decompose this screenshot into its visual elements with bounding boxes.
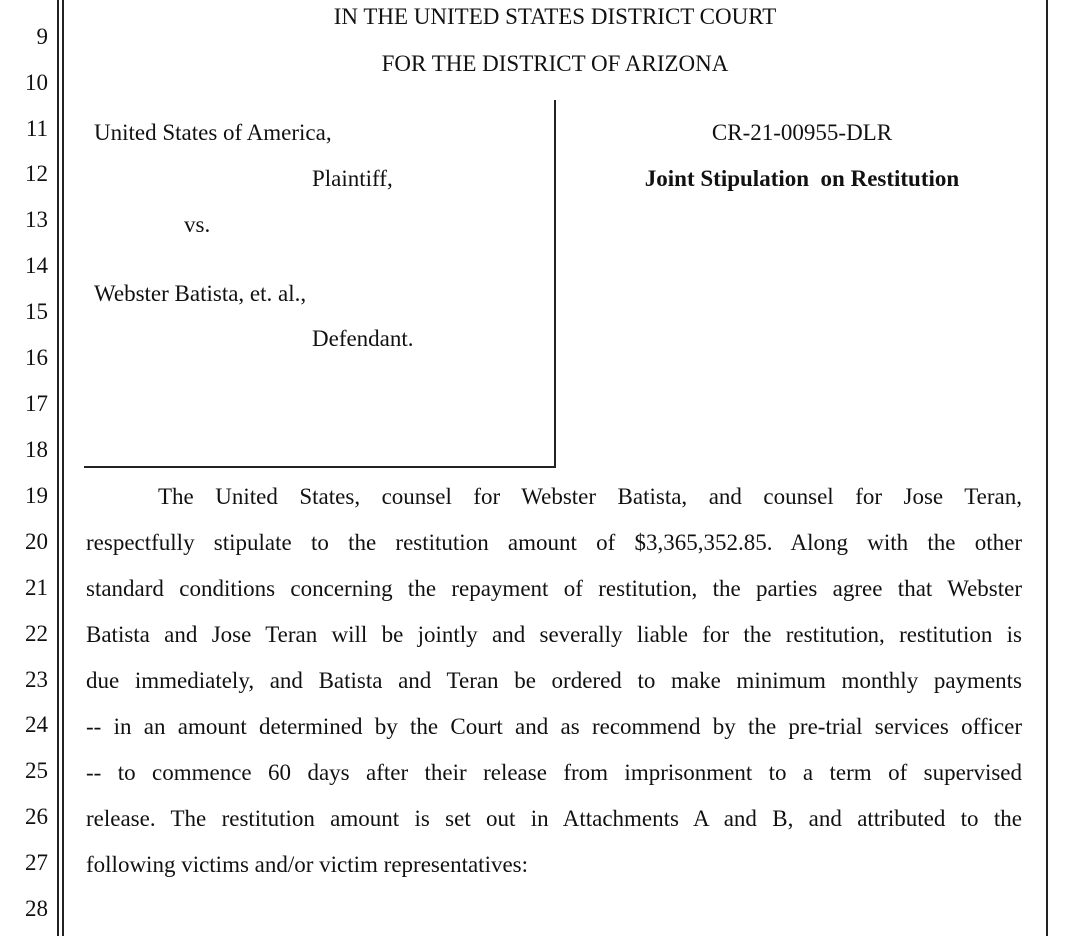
line-number: 14 (25, 253, 48, 278)
versus-label: vs. (184, 212, 211, 237)
line-number: 23 (25, 667, 48, 692)
line-number: 25 (25, 758, 48, 783)
body-line: standard conditions concerning the repayment of restitution, the parties agree that Webster (86, 576, 1022, 601)
plaintiff-role: Plaintiff, (312, 166, 393, 191)
body-line: respectfully stipulate to the restitution amount of $3,365,352.85. Along with the other (86, 530, 1022, 555)
line-number: 9 (36, 24, 48, 49)
body-line: Batista and Jose Teran will be jointly and severally liable for the restitution, restitution is (86, 622, 1022, 647)
court-name-line-1: IN THE UNITED STATES DISTRICT COURT (333, 4, 777, 29)
plaintiff-name: United States of America, (94, 120, 332, 145)
line-number: 12 (25, 161, 48, 186)
body-line: -- to commence 60 days after their release from imprisonment to a term of supervised (86, 760, 1022, 785)
line-number: 11 (25, 116, 48, 141)
line-number: 28 (25, 896, 48, 921)
line-number: 21 (25, 575, 48, 600)
left-margin-rule-outer (57, 0, 59, 936)
line-number: 27 (25, 850, 48, 875)
document-title: Joint Stipulation on Restitution (644, 166, 960, 191)
caption-box-bottom-rule (84, 466, 556, 468)
body-line: due immediately, and Batista and Teran be ordered to make minimum monthly payments (86, 668, 1022, 693)
line-number: 10 (25, 70, 48, 95)
court-name-line-2: FOR THE DISTRICT OF ARIZONA (381, 51, 729, 76)
line-number: 20 (25, 529, 48, 554)
line-number: 15 (25, 299, 48, 324)
left-margin-rule-inner (62, 0, 64, 936)
body-line: following victims and/or victim representatives: (86, 852, 529, 877)
line-number: 13 (25, 207, 48, 232)
defendant-role: Defendant. (312, 326, 414, 351)
defendant-name: Webster Batista, et. al., (94, 281, 307, 306)
line-number: 19 (25, 483, 48, 508)
case-number: CR-21-00955-DLR (711, 120, 893, 145)
line-number: 22 (25, 621, 48, 646)
line-number: 24 (25, 712, 48, 737)
body-line: The United States, counsel for Webster Batista, and counsel for Jose Teran, (158, 484, 1022, 509)
line-number: 17 (25, 391, 48, 416)
line-number: 26 (25, 804, 48, 829)
body-line: release. The restitution amount is set out in Attachments A and B, and attributed to the (86, 806, 1022, 831)
caption-box-vertical-rule (554, 100, 556, 467)
line-number: 16 (25, 345, 48, 370)
line-number: 18 (25, 437, 48, 462)
body-line: -- in an amount determined by the Court and as recommend by the pre-trial services officer (86, 714, 1022, 739)
